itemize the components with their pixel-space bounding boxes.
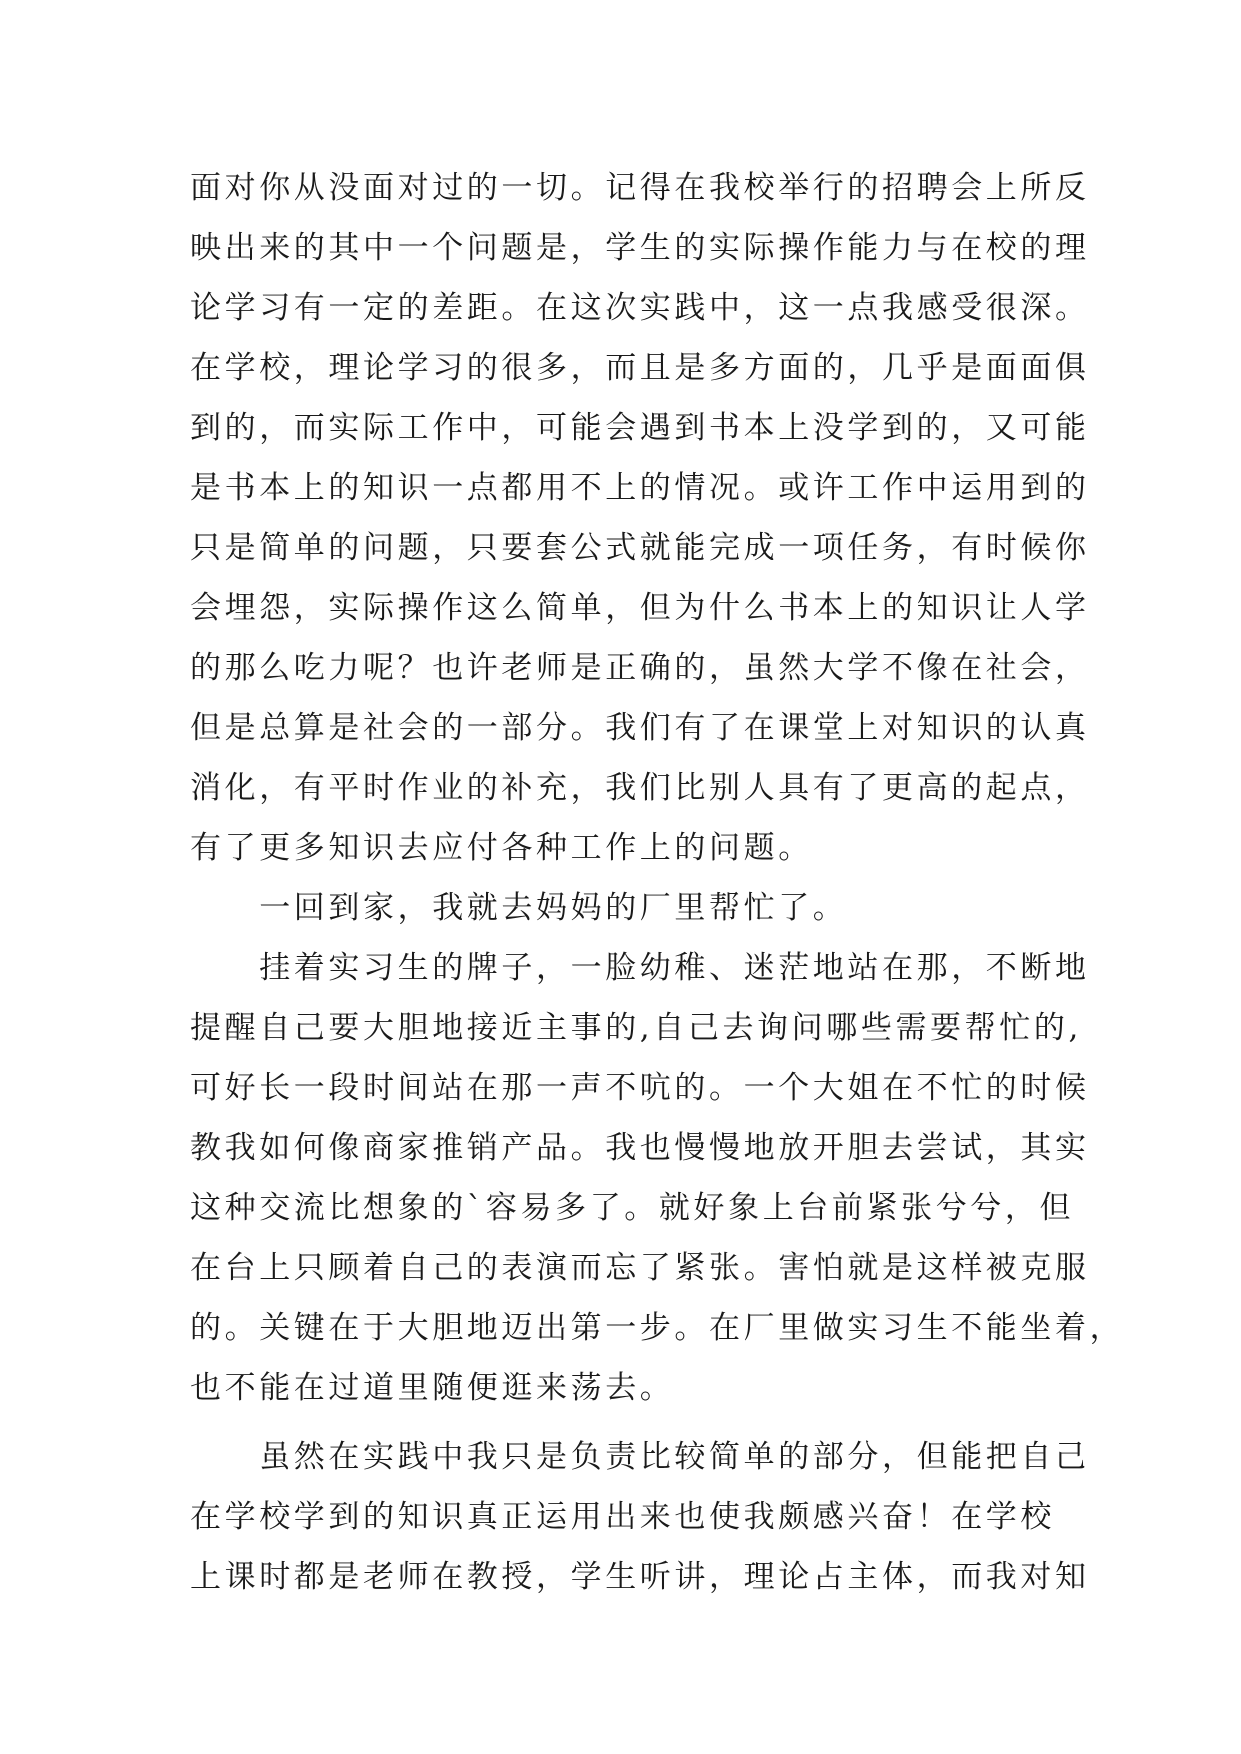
text-line: 也不能在过道里随便逛来荡去。 (190, 1370, 675, 1406)
paragraph-line: 虽然在实践中我只是负责比较简单的部分，但能把自己 (190, 1439, 1090, 1475)
paragraph-gap (190, 1418, 1070, 1427)
text-line: 可好长一段时间站在那一声不吭的。一个大姐在不忙的时候 (190, 1070, 1090, 1106)
text-line: 但是总算是社会的一部分。我们有了在课堂上对知识的认真 (190, 710, 1090, 746)
text-line: 在台上只顾着自己的表演而忘了紧张。害怕就是这样被克服 (190, 1250, 1090, 1286)
text-line: 在学校学到的知识真正运用出来也使我颇感兴奋！在学校 (190, 1499, 1055, 1535)
text-line: 论学习有一定的差距。在这次实践中，这一点我感受很深。 (190, 290, 1090, 326)
text-line: 这种交流比想象的`容易多了。就好象上台前紧张兮兮，但 (190, 1190, 1075, 1226)
paragraph-line: 挂着实习生的牌子，一脸幼稚、迷茫地站在那，不断地 (190, 950, 1090, 986)
text-line: 会埋怨，实际操作这么简单，但为什么书本上的知识让人学 (190, 590, 1090, 626)
text-line: 是书本上的知识一点都用不上的情况。或许工作中运用到的 (190, 470, 1090, 506)
paragraph-line: 一回到家，我就去妈妈的厂里帮忙了。 (190, 890, 848, 926)
text-line: 提醒自己要大胆地接近主事的,自己去询问哪些需要帮忙的, (190, 1010, 1082, 1046)
text-line: 的那么吃力呢？也许老师是正确的，虽然大学不像在社会， (190, 650, 1090, 686)
text-line: 在学校，理论学习的很多，而且是多方面的，几乎是面面俱 (190, 350, 1090, 386)
text-line: 教我如何像商家推销产品。我也慢慢地放开胆去尝试，其实 (190, 1130, 1090, 1166)
text-line: 只是简单的问题，只要套公式就能完成一项任务，有时候你 (190, 530, 1090, 566)
text-line: 消化，有平时作业的补充，我们比别人具有了更高的起点， (190, 770, 1090, 806)
body-text (190, 158, 1125, 1607)
text-line: 面对你从没面对过的一切。记得在我校举行的招聘会上所反 (190, 170, 1090, 206)
text-line: 有了更多知识去应付各种工作上的问题。 (190, 830, 813, 866)
text-line: 的。关键在于大胆地迈出第一步。在厂里做实习生不能坐着， (190, 1310, 1125, 1346)
text-line: 上课时都是老师在教授，学生听讲，理论占主体，而我对知 (190, 1559, 1090, 1595)
text-line: 到的，而实际工作中，可能会遇到书本上没学到的，又可能 (190, 410, 1090, 446)
text-line: 映出来的其中一个问题是，学生的实际操作能力与在校的理 (190, 230, 1090, 266)
